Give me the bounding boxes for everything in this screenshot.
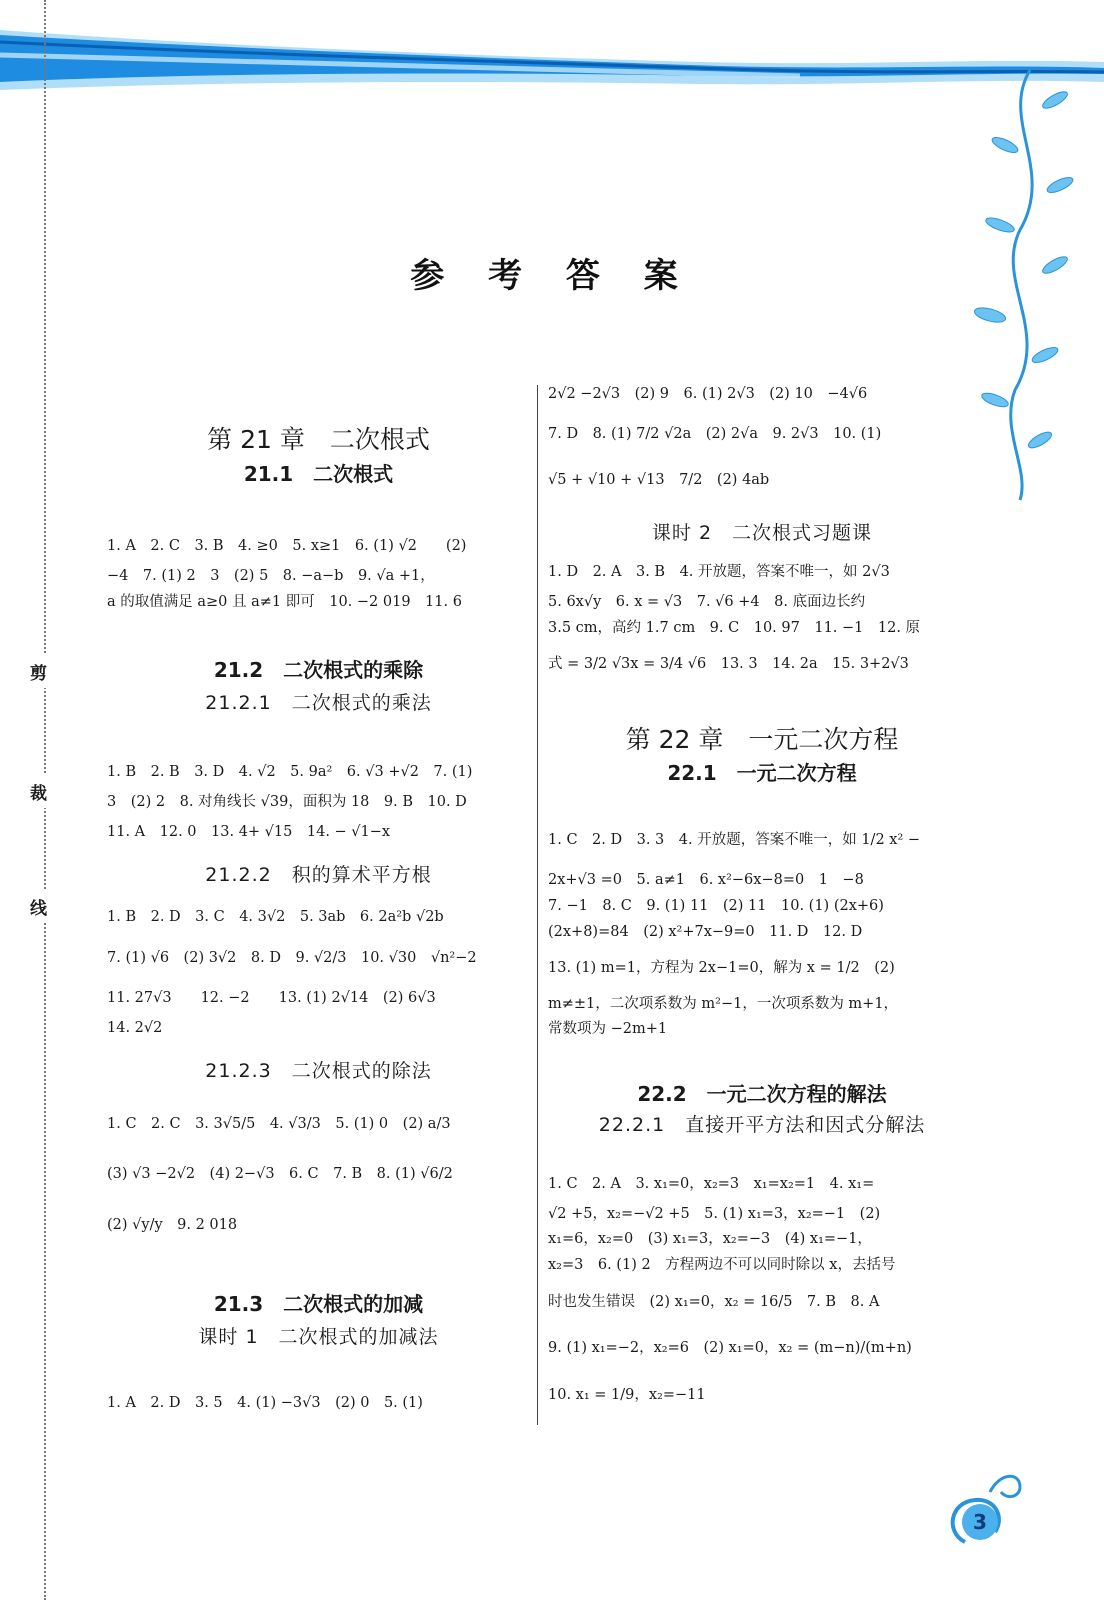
answer-line: 1. C 2. A 3. x₁=0，x₂=3 x₁=x₂=1 4. x₁= [548, 1176, 875, 1192]
section-heading: 21.2 二次根式的乘除 [213, 658, 424, 682]
answer-line: 1. D 2. A 3. B 4. 开放题，答案不唯一，如 2√3 [548, 564, 890, 580]
answer-line: 1. C 2. C 3. 3√5/5 4. √3/3 5. (1) 0 (2) a/3 [107, 1116, 451, 1132]
answer-line: 1. A 2. C 3. B 4. ≥0 5. x≥1 6. (1) √2 (2) [107, 538, 467, 554]
cut-label: 剪 [30, 655, 47, 688]
subsection-heading: 21.2.2 积的算术平方根 [205, 864, 432, 886]
answer-line: 1. C 2. D 3. 3 4. 开放题，答案不唯一，如 1/2 x² − [548, 832, 921, 848]
answer-line: x₁=6，x₂=0 (3) x₁=3，x₂=−3 (4) x₁=−1， [548, 1231, 872, 1247]
answer-line: 1. B 2. D 3. C 4. 3√2 5. 3ab 6. 2a²b √2b [107, 909, 444, 925]
answer-line: (3) √3 −2√2 (4) 2−√3 6. C 7. B 8. (1) √6/2 [107, 1166, 453, 1182]
answer-line: 7. −1 8. C 9. (1) 11 (2) 11 10. (1) (2x+6) [548, 898, 884, 914]
section-heading: 22.1 一元二次方程 [667, 761, 857, 785]
answer-line: 11. A 12. 0 13. 4+ √15 14. − √1−x [107, 824, 391, 840]
subsection-heading: 课时 1 二次根式的加减法 [198, 1326, 439, 1348]
column-divider [537, 385, 538, 1425]
answer-line: a 的取值满足 a≥0 且 a≠1 即可 10. −2 019 11. 6 [107, 594, 462, 610]
answer-line: √5 + √10 + √13 7/2 (2) 4ab [548, 472, 770, 488]
answer-line: 常数项为 −2m+1 [548, 1021, 668, 1037]
answer-line: 13. (1) m=1，方程为 2x−1=0，解为 x = 1/2 (2) [548, 960, 895, 976]
answer-line: x₂=3 6. (1) 2 方程两边不可以同时除以 x，去括号 [548, 1257, 896, 1273]
chapter-heading: 第 22 章 一元二次方程 [625, 725, 899, 754]
answer-line: 14. 2√2 [107, 1020, 163, 1036]
answer-line: √2 +5，x₂=−√2 +5 5. (1) x₁=3，x₂=−1 (2) [548, 1206, 881, 1222]
subsection-heading: 22.2.1 直接开平方法和因式分解法 [598, 1114, 926, 1136]
header-banner [0, 0, 1104, 120]
answer-line: 5. 6x√y 6. x = √3 7. √6 +4 8. 底面边长约 [548, 594, 866, 610]
answer-line: 2√2 −2√3 (2) 9 6. (1) 2√3 (2) 10 −4√6 [548, 386, 868, 402]
subsection-heading: 21.2.1 二次根式的乘法 [205, 692, 432, 714]
section-heading: 21.1 二次根式 [243, 462, 394, 486]
answer-line: 9. (1) x₁=−2，x₂=6 (2) x₁=0，x₂ = (m−n)/(m+n) [548, 1340, 912, 1356]
subsection-heading: 21.2.3 二次根式的除法 [205, 1060, 432, 1082]
answer-line: 式 = 3/2 √3x = 3/4 √6 13. 3 14. 2a 15. 3+2√3 [548, 656, 909, 672]
page-number: 3 [973, 1510, 987, 1534]
answer-line: (2x+8)=84 (2) x²+7x−9=0 11. D 12. D [548, 924, 863, 940]
answer-line: 1. B 2. B 3. D 4. √2 5. 9a² 6. √3 +√2 7. (1) [107, 764, 473, 780]
answer-line: 11. 27√3 12. −2 13. (1) 2√14 (2) 6√3 [107, 990, 436, 1006]
answer-line: 7. (1) √6 (2) 3√2 8. D 9. √2/3 10. √30 √n²−2 [107, 950, 477, 966]
answer-line: 10. x₁ = 1/9，x₂=−11 [548, 1387, 706, 1403]
chapter-heading: 第 21 章 二次根式 [207, 425, 430, 454]
cut-label: 线 [30, 890, 47, 923]
section-heading: 21.3 二次根式的加减 [213, 1292, 424, 1316]
page-number-ornament [935, 1462, 1045, 1572]
cut-label: 裁 [30, 775, 47, 808]
section-heading: 22.2 一元二次方程的解法 [637, 1082, 887, 1106]
answer-line: 7. D 8. (1) 7/2 √2a (2) 2√a 9. 2√3 10. (1) [548, 426, 882, 442]
answer-line: 2x+√3 =0 5. a≠1 6. x²−6x−8=0 1 −8 [548, 872, 864, 888]
answer-line: 时也发生错误 (2) x₁=0，x₂ = 16/5 7. B 8. A [548, 1294, 880, 1310]
answer-line: −4 7. (1) 2 3 (2) 5 8. −a−b 9. √a +1， [107, 568, 435, 584]
page-title: 参 考 答 案 [410, 256, 694, 296]
answer-line: 3 (2) 2 8. 对角线长 √39，面积为 18 9. B 10. D [107, 794, 467, 810]
answer-line: (2) √y/y 9. 2 018 [107, 1217, 238, 1233]
answer-line: m≠±1，二次项系数为 m²−1，一次项系数为 m+1， [548, 996, 899, 1012]
answer-line: 3.5 cm，高约 1.7 cm 9. C 10. 97 11. −1 12. 原 [548, 620, 921, 636]
subsection-heading: 课时 2 二次根式习题课 [651, 522, 873, 544]
answer-line: 1. A 2. D 3. 5 4. (1) −3√3 (2) 0 5. (1) [107, 1395, 423, 1411]
